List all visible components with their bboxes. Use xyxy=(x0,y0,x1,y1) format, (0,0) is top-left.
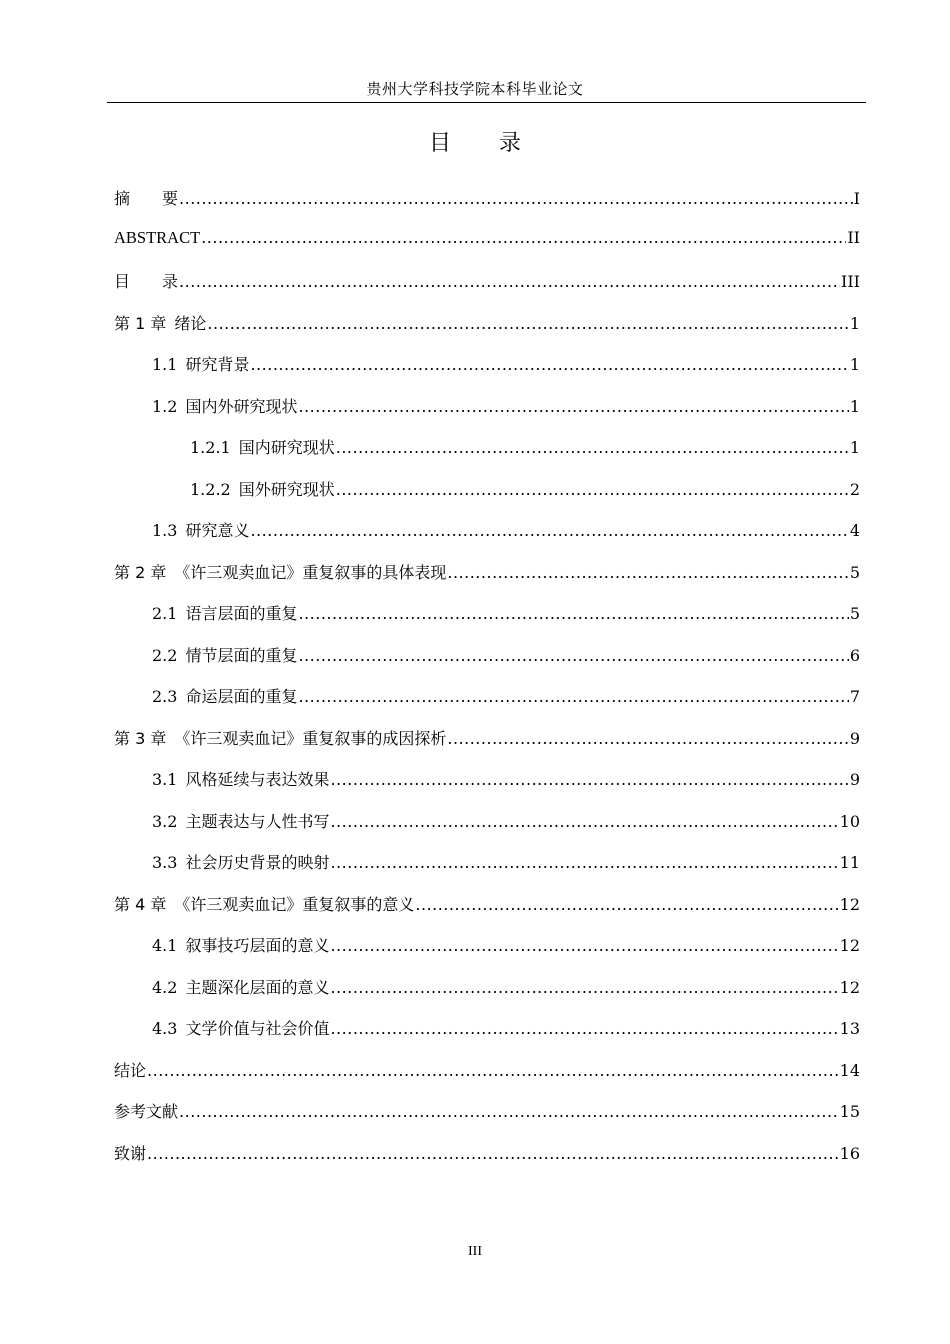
toc-entry-section-4-1[interactable] xyxy=(114,933,860,975)
toc-entry-title: 《许三观卖血记》重复叙事的具体表现 xyxy=(174,562,447,582)
toc-entry-title: 国内外研究现状 xyxy=(185,396,298,416)
toc-entry-label xyxy=(190,477,335,500)
toc-entry-page: 5 xyxy=(849,562,860,582)
toc-entry-title: 国外研究现状 xyxy=(238,479,335,499)
toc-entry-page: 1 xyxy=(849,438,860,457)
toc-entry-label: 摘 要 xyxy=(114,189,179,208)
toc-entry-label xyxy=(152,352,249,375)
toc-entry-page: 11 xyxy=(839,853,860,872)
toc-entry-page: I xyxy=(853,189,860,208)
dot-leader xyxy=(179,272,840,291)
dot-leader xyxy=(330,978,838,997)
toc-entry-label: 结论 xyxy=(114,1060,147,1080)
toc-entry-page: 1 xyxy=(849,355,860,374)
toc-entry-title: 研究意义 xyxy=(185,521,250,540)
dot-leader xyxy=(330,812,838,831)
toc-entry-label xyxy=(152,809,329,832)
toc-entry-page: 12 xyxy=(839,936,860,955)
toc-entry-label xyxy=(114,726,446,749)
toc-entry-number: 3.2 xyxy=(152,811,178,831)
dot-leader xyxy=(330,1019,838,1038)
toc-entry-label xyxy=(152,643,297,666)
toc-title-char-1: 目 xyxy=(428,131,451,156)
dot-leader xyxy=(336,438,849,457)
toc-entry-number: 2.2 xyxy=(152,645,178,665)
toc-entry-title: 社会历史背景的映射 xyxy=(185,853,330,872)
toc-entry-label xyxy=(152,767,329,790)
toc-entry-number: 1.3 xyxy=(152,521,178,540)
running-header: 贵州大学科技学院本科毕业论文 xyxy=(366,80,584,98)
toc-entry-abstract-en[interactable] xyxy=(114,228,860,270)
toc-entry-page: 7 xyxy=(849,687,860,706)
dot-leader xyxy=(336,480,849,499)
toc-entry-title: 情节层面的重复 xyxy=(185,645,298,665)
toc-entry-title: 国内研究现状 xyxy=(238,438,335,457)
toc-entry-number: 第 1 章 xyxy=(114,313,167,333)
dot-leader xyxy=(147,1061,839,1080)
toc-entry-acknowledgements[interactable] xyxy=(114,1141,860,1183)
header-rule xyxy=(107,102,866,103)
toc-entry-title: 风格延续与表达效果 xyxy=(185,770,330,789)
toc-entry-title: 叙事技巧层面的意义 xyxy=(185,936,330,955)
toc-entry-chapter-1[interactable] xyxy=(114,311,860,353)
toc-entry-page: 1 xyxy=(849,313,860,333)
toc-entry-page: 4 xyxy=(849,521,860,540)
toc-entry-label: 目 录 xyxy=(114,272,179,291)
dot-leader xyxy=(298,687,848,706)
toc-entry-page: 12 xyxy=(839,977,860,997)
dot-leader xyxy=(147,1144,839,1163)
toc-entry-label: 参考文献 xyxy=(114,1102,179,1121)
toc-entry-number: 3.1 xyxy=(152,770,178,789)
toc-entry-title: 绪论 xyxy=(174,313,207,333)
toc-entry-page: 2 xyxy=(849,479,860,499)
toc-entry-page: 1 xyxy=(849,396,860,416)
dot-leader xyxy=(179,189,853,208)
dot-leader xyxy=(207,314,848,333)
toc-entry-section-1-2[interactable] xyxy=(114,394,860,436)
toc-entry-number: 4.3 xyxy=(152,1019,178,1038)
toc-entry-page: 15 xyxy=(839,1102,860,1121)
toc-entry-number: 第 2 章 xyxy=(114,562,167,582)
toc-entry-label xyxy=(152,933,329,956)
dot-leader xyxy=(447,563,848,582)
toc-entry-page: 12 xyxy=(839,894,860,914)
toc-entry-section-1-3[interactable] xyxy=(114,518,860,560)
toc-entry-number: 3.3 xyxy=(152,853,178,872)
toc-entry-number: 1.2.2 xyxy=(190,479,231,499)
dot-leader xyxy=(179,1102,839,1121)
toc-entry-title: 命运层面的重复 xyxy=(185,687,298,706)
toc-entry-chapter-2[interactable] xyxy=(114,560,860,602)
toc-entry-number: 1.2 xyxy=(152,396,178,416)
toc-entry-number: 4.1 xyxy=(152,936,178,955)
dot-leader xyxy=(298,646,848,665)
toc-entry-page: 13 xyxy=(839,1019,860,1038)
toc-entry-page: III xyxy=(841,272,860,291)
toc-entry-label xyxy=(114,311,206,334)
toc-entry-label xyxy=(152,684,297,707)
toc-entry-label xyxy=(114,892,414,915)
dot-leader xyxy=(330,853,838,872)
dot-leader xyxy=(250,355,848,374)
toc-entry-label xyxy=(152,601,297,624)
toc-entry-number: 2.1 xyxy=(152,604,178,623)
page-number: III xyxy=(468,1244,482,1259)
toc-entry-page: 16 xyxy=(839,1143,860,1163)
toc-entry-label xyxy=(152,518,249,541)
toc-entry-label: ABSTRACT xyxy=(114,227,201,247)
toc-entry-title: 研究背景 xyxy=(185,355,250,374)
toc-entry-page: 14 xyxy=(839,1060,860,1080)
toc-entry-title: 主题深化层面的意义 xyxy=(185,977,330,997)
toc-entry-section-3-1[interactable] xyxy=(114,767,860,809)
toc-entry-section-1-1[interactable] xyxy=(114,352,860,394)
toc-entry-title: 《许三观卖血记》重复叙事的成因探析 xyxy=(174,728,447,748)
toc-entry-conclusion[interactable] xyxy=(114,1058,860,1100)
toc-entry-section-2-3[interactable] xyxy=(114,684,860,726)
toc-entry-section-2-1[interactable] xyxy=(114,601,860,643)
toc-entry-section-4-2[interactable] xyxy=(114,975,860,1017)
toc-entry-page: 10 xyxy=(839,811,860,831)
toc-title xyxy=(0,126,950,157)
toc-entry-label xyxy=(152,1016,329,1039)
toc-entry-section-2-2[interactable] xyxy=(114,643,860,685)
dot-leader xyxy=(201,228,846,247)
toc-entry-page: 6 xyxy=(849,645,860,665)
dot-leader xyxy=(298,604,848,623)
toc-entry-label xyxy=(190,435,335,458)
toc-entry-section-1-2-2[interactable] xyxy=(114,477,860,519)
toc-entry-page: 9 xyxy=(849,728,860,748)
toc-entry-label: 致谢 xyxy=(114,1143,147,1163)
toc-entry-section-3-3[interactable] xyxy=(114,850,860,892)
dot-leader xyxy=(447,729,848,748)
toc-entry-label xyxy=(114,560,446,583)
toc-entry-abstract-cn[interactable] xyxy=(114,186,860,228)
toc-entry-page: II xyxy=(847,227,860,247)
toc-entry-contents[interactable] xyxy=(114,269,860,311)
toc-entry-number: 第 4 章 xyxy=(114,894,167,914)
dot-leader xyxy=(330,770,848,789)
dot-leader xyxy=(415,895,838,914)
toc-title-char-2: 录 xyxy=(499,131,522,156)
toc-entry-title: 文学价值与社会价值 xyxy=(185,1019,330,1038)
toc-entry-number: 1.1 xyxy=(152,355,178,374)
table-of-contents xyxy=(114,186,860,1182)
toc-entry-label xyxy=(152,975,329,998)
toc-entry-page: 5 xyxy=(849,604,860,623)
toc-entry-number: 2.3 xyxy=(152,687,178,706)
toc-entry-page: 9 xyxy=(849,770,860,789)
dot-leader xyxy=(298,397,848,416)
toc-entry-section-4-3[interactable] xyxy=(114,1016,860,1058)
dot-leader xyxy=(330,936,838,955)
toc-entry-references[interactable] xyxy=(114,1099,860,1141)
toc-entry-section-1-2-1[interactable] xyxy=(114,435,860,477)
toc-entry-number: 1.2.1 xyxy=(190,438,231,457)
toc-entry-number: 4.2 xyxy=(152,977,178,997)
toc-entry-title: 主题表达与人性书写 xyxy=(185,811,330,831)
toc-entry-section-3-2[interactable] xyxy=(114,809,860,851)
toc-entry-title: 《许三观卖血记》重复叙事的意义 xyxy=(174,894,415,914)
toc-entry-chapter-3[interactable] xyxy=(114,726,860,768)
dot-leader xyxy=(250,521,848,540)
toc-entry-chapter-4[interactable] xyxy=(114,892,860,934)
toc-entry-title: 语言层面的重复 xyxy=(185,604,298,623)
toc-entry-number: 第 3 章 xyxy=(114,728,167,748)
toc-entry-label xyxy=(152,850,329,873)
toc-entry-label xyxy=(152,394,297,417)
